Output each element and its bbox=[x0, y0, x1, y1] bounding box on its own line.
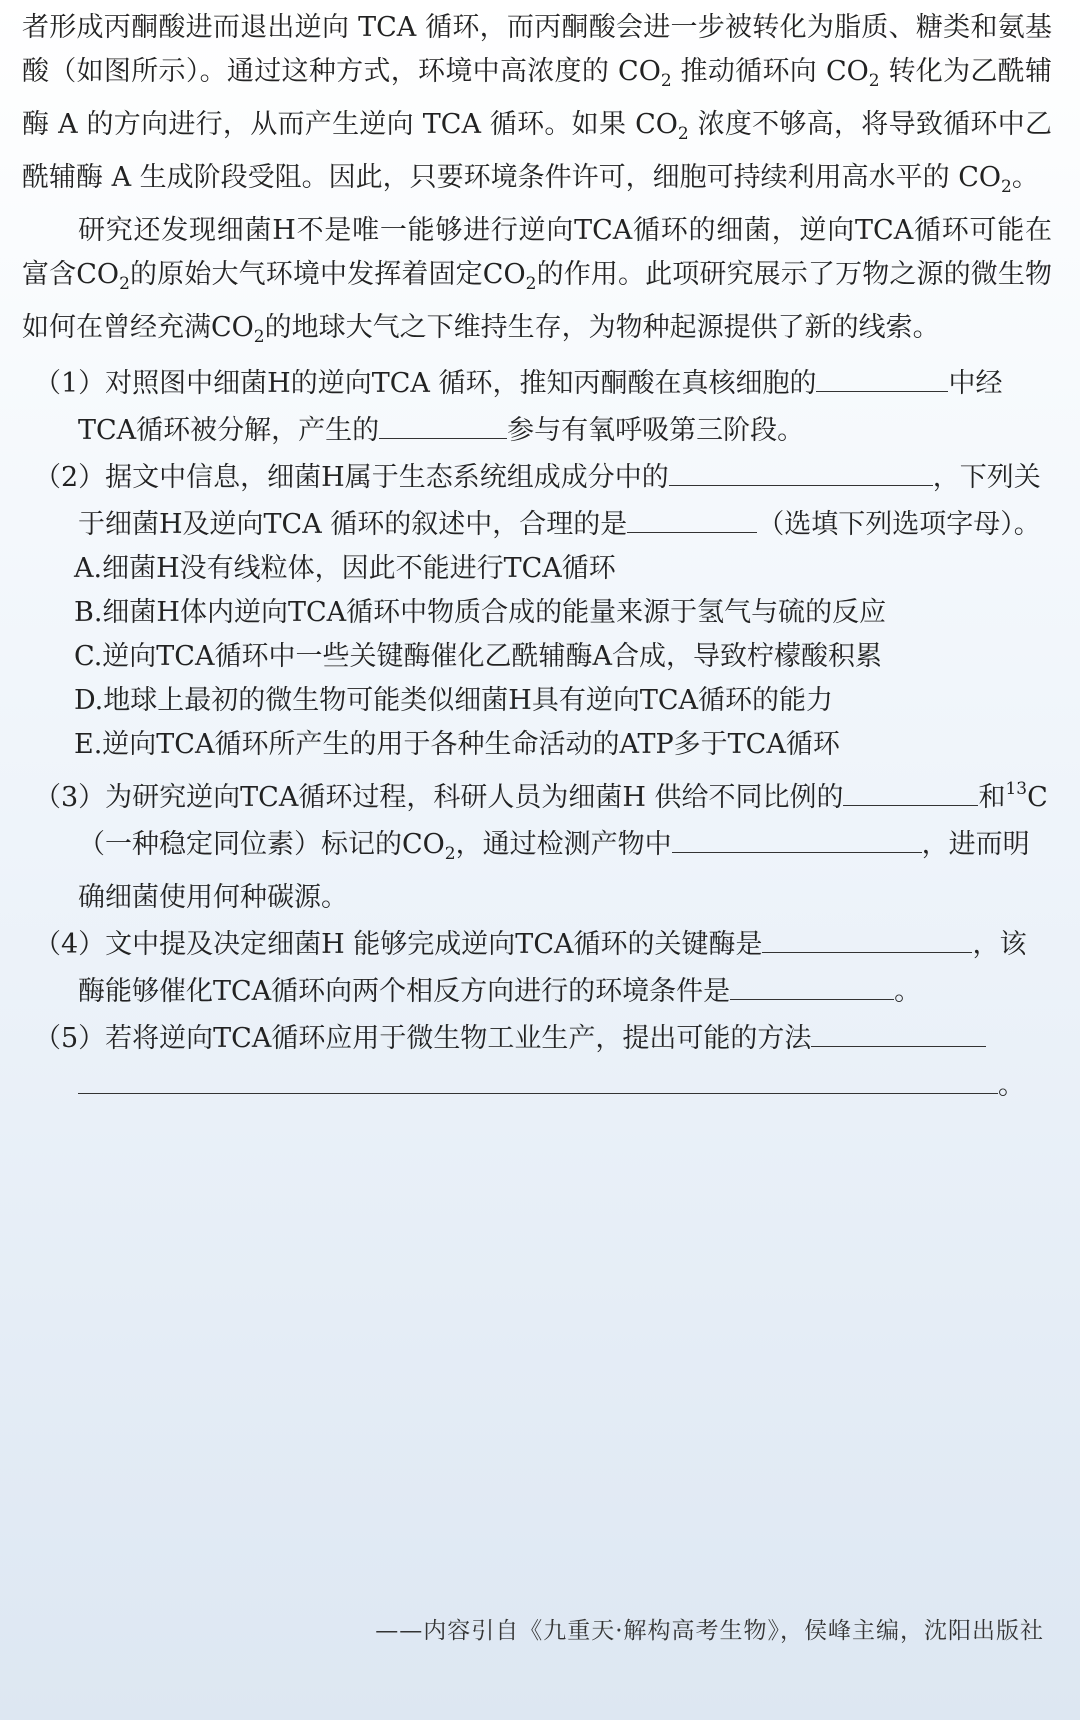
answer-blank[interactable] bbox=[762, 920, 972, 953]
subscript: 2 bbox=[253, 327, 265, 347]
text: C（一种稳定同位素）标记的CO bbox=[78, 782, 1048, 860]
text: 。 bbox=[1011, 162, 1039, 193]
text: ，通过检测产物中 bbox=[455, 829, 672, 860]
option-a: A.细菌H没有线粒体，因此不能进行TCA循环 bbox=[74, 553, 616, 584]
question-2 bbox=[22, 453, 1052, 547]
answer-blank[interactable] bbox=[843, 773, 978, 806]
option-e: E.逆向TCA循环所产生的用于各种生命活动的ATP多于TCA循环 bbox=[74, 729, 840, 760]
text: （2）据文中信息，细菌H属于生态系统组成成分中的 bbox=[34, 462, 669, 493]
text: 中经TCA循环被分解，产生的 bbox=[78, 368, 1003, 446]
subscript: 2 bbox=[868, 71, 880, 91]
text: 推动循环向 CO bbox=[671, 56, 869, 87]
text: （4）文中提及决定细菌H 能够完成逆向TCA循环的关键酶是 bbox=[34, 929, 763, 960]
answer-blank[interactable] bbox=[672, 820, 922, 853]
answer-blank[interactable] bbox=[816, 359, 948, 392]
source-citation: ——内容引自《九重天·解构高考生物》，侯峰主编，沈阳出版社 bbox=[375, 1618, 1044, 1644]
text: 的作用。此项研究展示了万物之源的微生物如何在曾经充满CO bbox=[22, 259, 1053, 343]
text: ，该酶能够催化TCA循环向两个相反方向进行的环境条件是 bbox=[78, 929, 1027, 1007]
text: （3）为研究逆向TCA循环过程，科研人员为细菌H 供给不同比例的 bbox=[34, 782, 844, 813]
question-3 bbox=[22, 767, 1052, 920]
paragraph-2 bbox=[22, 209, 1052, 359]
answer-blank[interactable] bbox=[811, 1014, 986, 1047]
text: 的地球大气之下维持生存，为物种起源提供了新的线索。 bbox=[264, 312, 940, 343]
option-b: B.细菌H体内逆向TCA循环中物质合成的能量来源于氢气与硫的反应 bbox=[74, 597, 887, 628]
answer-blank[interactable] bbox=[78, 1061, 998, 1094]
answer-blank[interactable] bbox=[669, 453, 933, 486]
question-5 bbox=[22, 1014, 1052, 1061]
subscript: 2 bbox=[677, 124, 689, 144]
text: （选填下列选项字母）。 bbox=[757, 509, 1041, 540]
subscript: 2 bbox=[119, 274, 130, 294]
subscript: 2 bbox=[444, 844, 456, 864]
text: 参与有氧呼吸第三阶段。 bbox=[507, 415, 805, 446]
text: 的原始大气环境中发挥着固定CO bbox=[129, 259, 526, 290]
document-body bbox=[22, 6, 1052, 1108]
subscript: 2 bbox=[1001, 177, 1012, 197]
paragraph-1 bbox=[22, 6, 1052, 209]
text: 浓度不够高，将导致循环中乙酰辅酶 A 生成阶段受阻。因此，只要环境条件许可，细胞可持续利用高水平的 CO bbox=[22, 109, 1052, 193]
text: 。 bbox=[998, 1070, 1025, 1101]
answer-blank[interactable] bbox=[730, 967, 894, 1000]
text: 。 bbox=[894, 976, 922, 1007]
subscript: 2 bbox=[660, 71, 672, 91]
answer-blank[interactable] bbox=[379, 406, 507, 439]
text: 者形成丙酮酸进而退出逆向 TCA 循环，而丙酮酸会进一步被转化为脂质、糖类和氨基酸（如图所示）。通过这种方式，环境中高浓度的 CO bbox=[22, 12, 1052, 87]
text: 研究还发现细菌H不是唯一能够进行逆向TCA循环的细菌，逆向TCA循环可能在富含CO bbox=[22, 215, 1052, 290]
answer-blank[interactable] bbox=[627, 500, 757, 533]
text: ，下列关于细菌H及逆向TCA 循环的叙述中，合理的是 bbox=[78, 462, 1041, 540]
question-4 bbox=[22, 920, 1052, 1014]
question-5-continued bbox=[22, 1061, 1052, 1108]
question-1 bbox=[22, 359, 1052, 453]
option-c: C.逆向TCA循环中一些关键酶催化乙酰辅酶A合成，导致柠檬酸积累 bbox=[74, 641, 882, 672]
text: 和 bbox=[978, 782, 1006, 813]
option-d: D.地球上最初的微生物可能类似细菌H具有逆向TCA循环的能力 bbox=[74, 685, 833, 716]
text: ，进而明确细菌使用何种碳源。 bbox=[78, 829, 1030, 913]
text: （1）对照图中细菌H的逆向TCA 循环，推知丙酮酸在真核细胞的 bbox=[34, 368, 817, 399]
subscript: 2 bbox=[525, 274, 537, 294]
text: 转化为乙酰辅酶 A 的方向进行，从而产生逆向 TCA 循环。如果 CO bbox=[22, 56, 1052, 140]
superscript: 13 bbox=[1005, 779, 1028, 799]
text: （5）若将逆向TCA循环应用于微生物工业生产，提出可能的方法 bbox=[34, 1023, 812, 1054]
